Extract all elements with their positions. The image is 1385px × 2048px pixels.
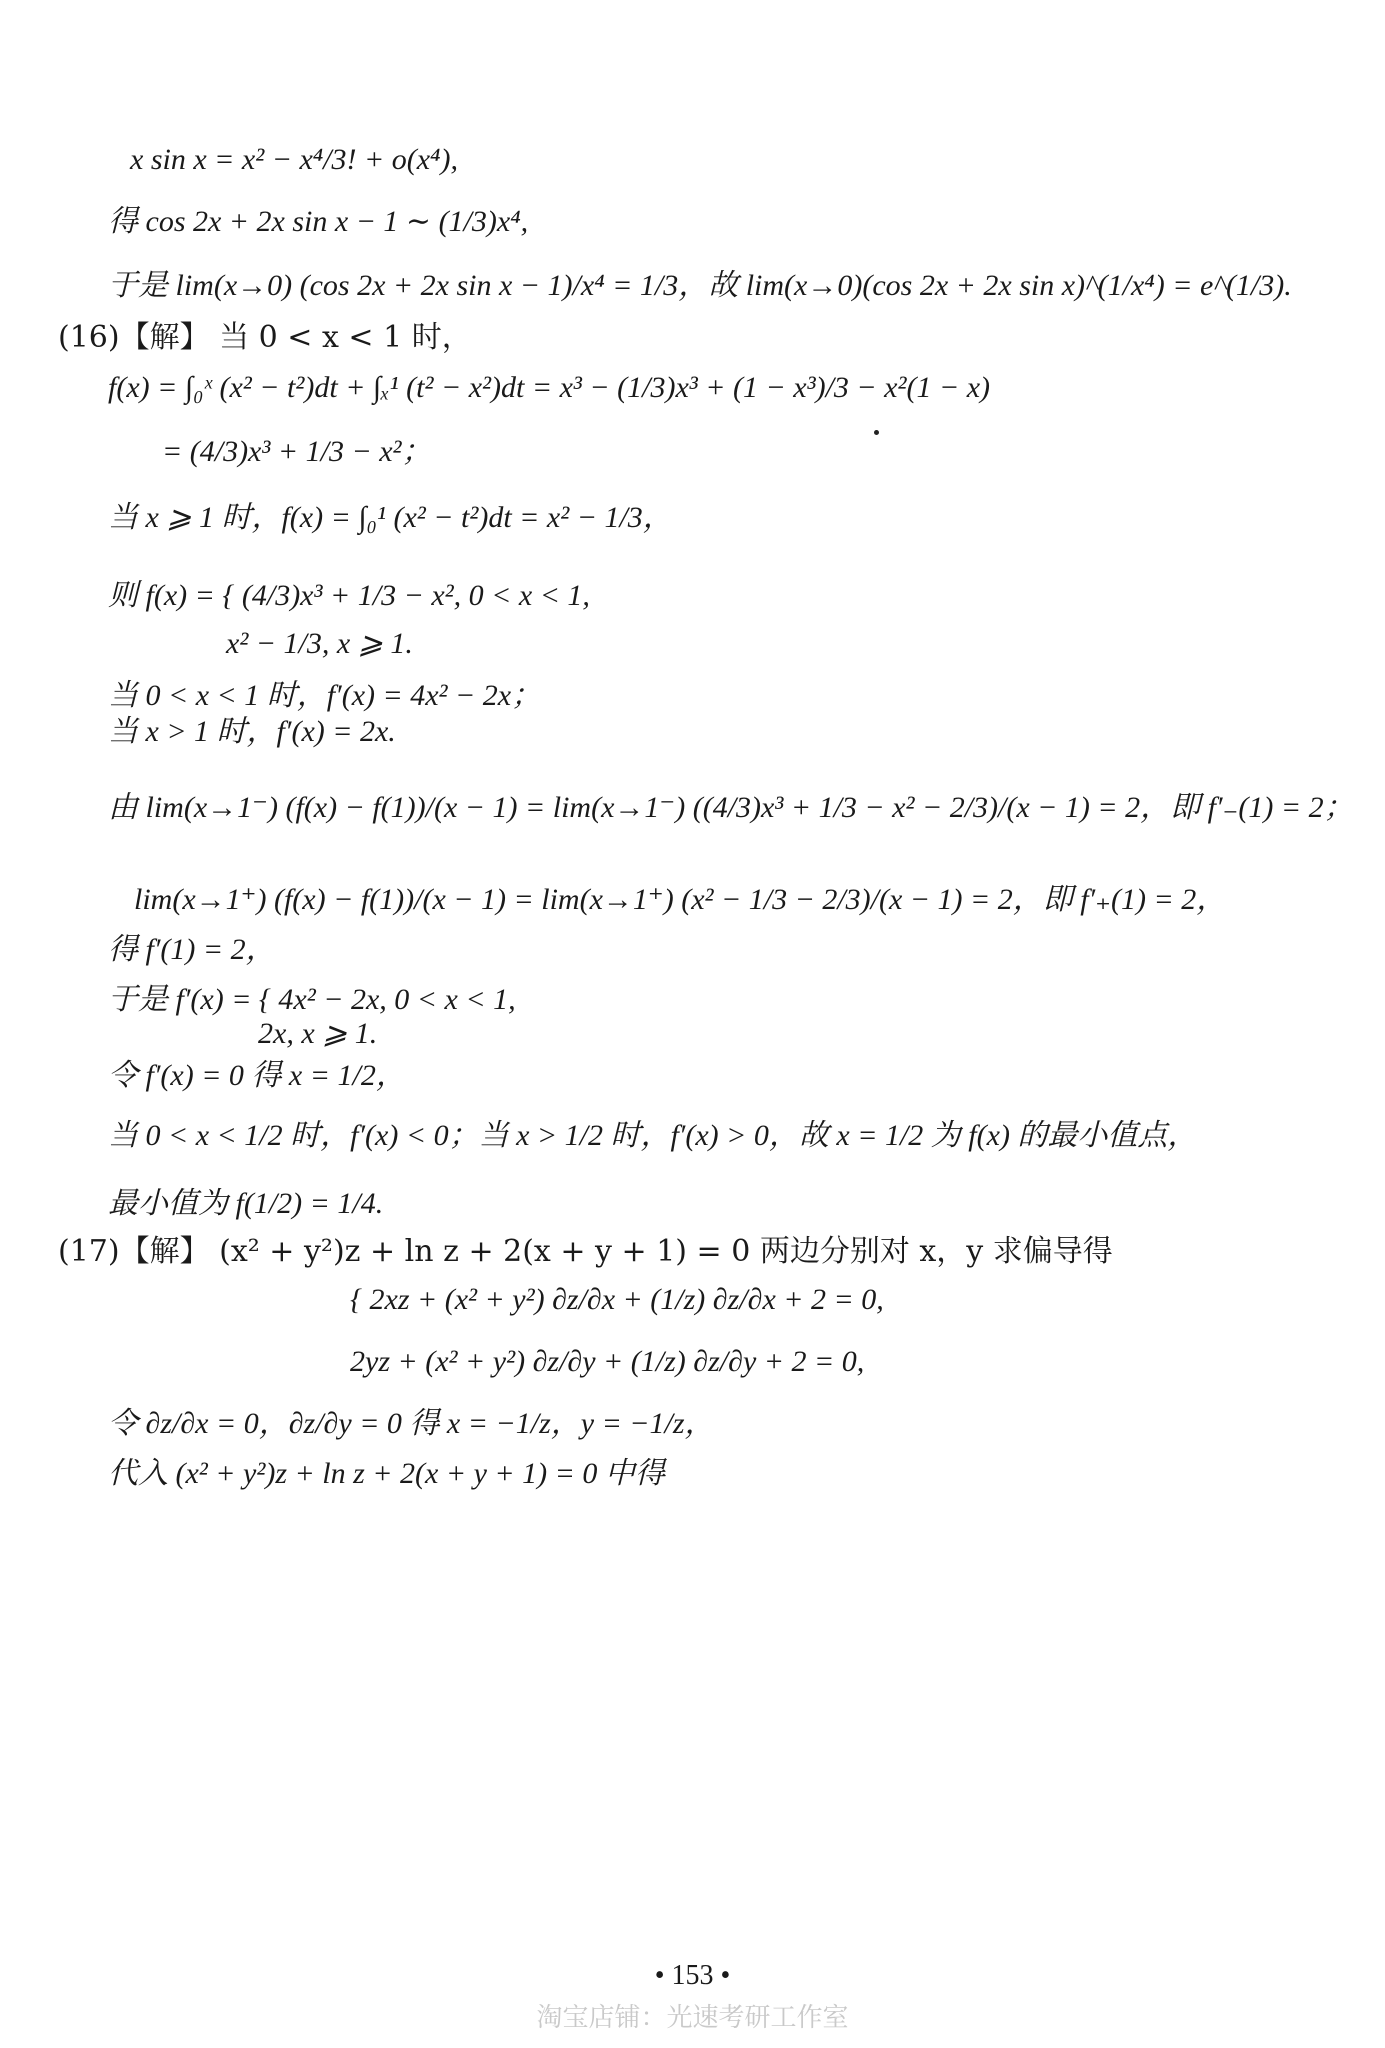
watermark: 淘宝店铺：光速考研工作室 [536, 2003, 849, 2033]
page-number: • 153 • [654, 1960, 731, 1991]
text-line: 则 f(x) = { (4/3)x³ + 1/3 − x², 0 < x < 1, [108, 579, 590, 612]
text-line: 得 cos 2x + 2x sin x − 1 ∼ (1/3)x⁴, [108, 205, 529, 238]
text-line: 最小值为 f(1/2) = 1/4. [108, 1187, 384, 1220]
text-line: 令 f′(x) = 0 得 x = 1/2， [108, 1059, 406, 1092]
text-line: 于是 lim(x→0) (cos 2x + 2x sin x − 1)/x⁴ = 1/3，故 lim(x→0)(cos 2x + 2x sin x)^(1/x⁴) = e^(1/3). [108, 269, 1292, 302]
problem-heading: (17)【解】 (x² + y²)z + ln z + 2(x + y + 1) = 0 两边分别对 x，y 求偏导得 [58, 1234, 1113, 1269]
text-line: x sin x = x² − x⁴/3! + o(x⁴), [130, 143, 458, 176]
text-line: 当 0 < x < 1/2 时，f′(x) < 0；当 x > 1/2 时，f′(x) > 0，故 x = 1/2 为 f(x) 的最小值点， [108, 1119, 1198, 1152]
text-line: { 2xz + (x² + y²) ∂z/∂x + (1/z) ∂z/∂x + 2 = 0, [350, 1283, 884, 1316]
text-line: 得 f′(1) = 2， [108, 933, 276, 966]
text-line: f(x) = ∫₀ˣ (x² − t²)dt + ∫ₓ¹ (t² − x²)dt = x³ − (1/3)x³ + (1 − x³)/3 − x²(1 − x) [108, 371, 990, 404]
text-line: 由 lim(x→1⁻) (f(x) − f(1))/(x − 1) = lim(x→1⁻) ((4/3)x³ + 1/3 − x² − 2/3)/(x − 1) = 2，即 f′₋(1) = 2； [108, 791, 1354, 824]
problem-heading: (16)【解】 当 0 < x < 1 时， [58, 320, 472, 355]
text-line: 代入 (x² + y²)z + ln z + 2(x + y + 1) = 0 中得 [108, 1457, 665, 1490]
text-line: 2yz + (x² + y²) ∂z/∂y + (1/z) ∂z/∂y + 2 = 0, [350, 1345, 865, 1378]
text-line: 2x, x ⩾ 1. [258, 1017, 378, 1050]
text-line: lim(x→1⁺) (f(x) − f(1))/(x − 1) = lim(x→1⁺) (x² − 1/3 − 2/3)/(x − 1) = 2，即 f′₊(1) = 2， [134, 883, 1227, 916]
speck-mark [874, 430, 879, 435]
text-line: 于是 f′(x) = { 4x² − 2x, 0 < x < 1, [108, 983, 516, 1016]
text-line: = (4/3)x³ + 1/3 − x²； [162, 435, 432, 468]
text-line: 令 ∂z/∂x = 0，∂z/∂y = 0 得 x = −1/z，y = −1/z， [108, 1407, 715, 1440]
text-line: 当 x > 1 时，f′(x) = 2x. [108, 715, 396, 748]
text-line: 当 x ⩾ 1 时，f(x) = ∫₀¹ (x² − t²)dt = x² − 1/3， [108, 501, 673, 534]
text-line: 当 0 < x < 1 时，f′(x) = 4x² − 2x； [108, 679, 542, 712]
text-line: x² − 1/3, x ⩾ 1. [226, 627, 413, 660]
